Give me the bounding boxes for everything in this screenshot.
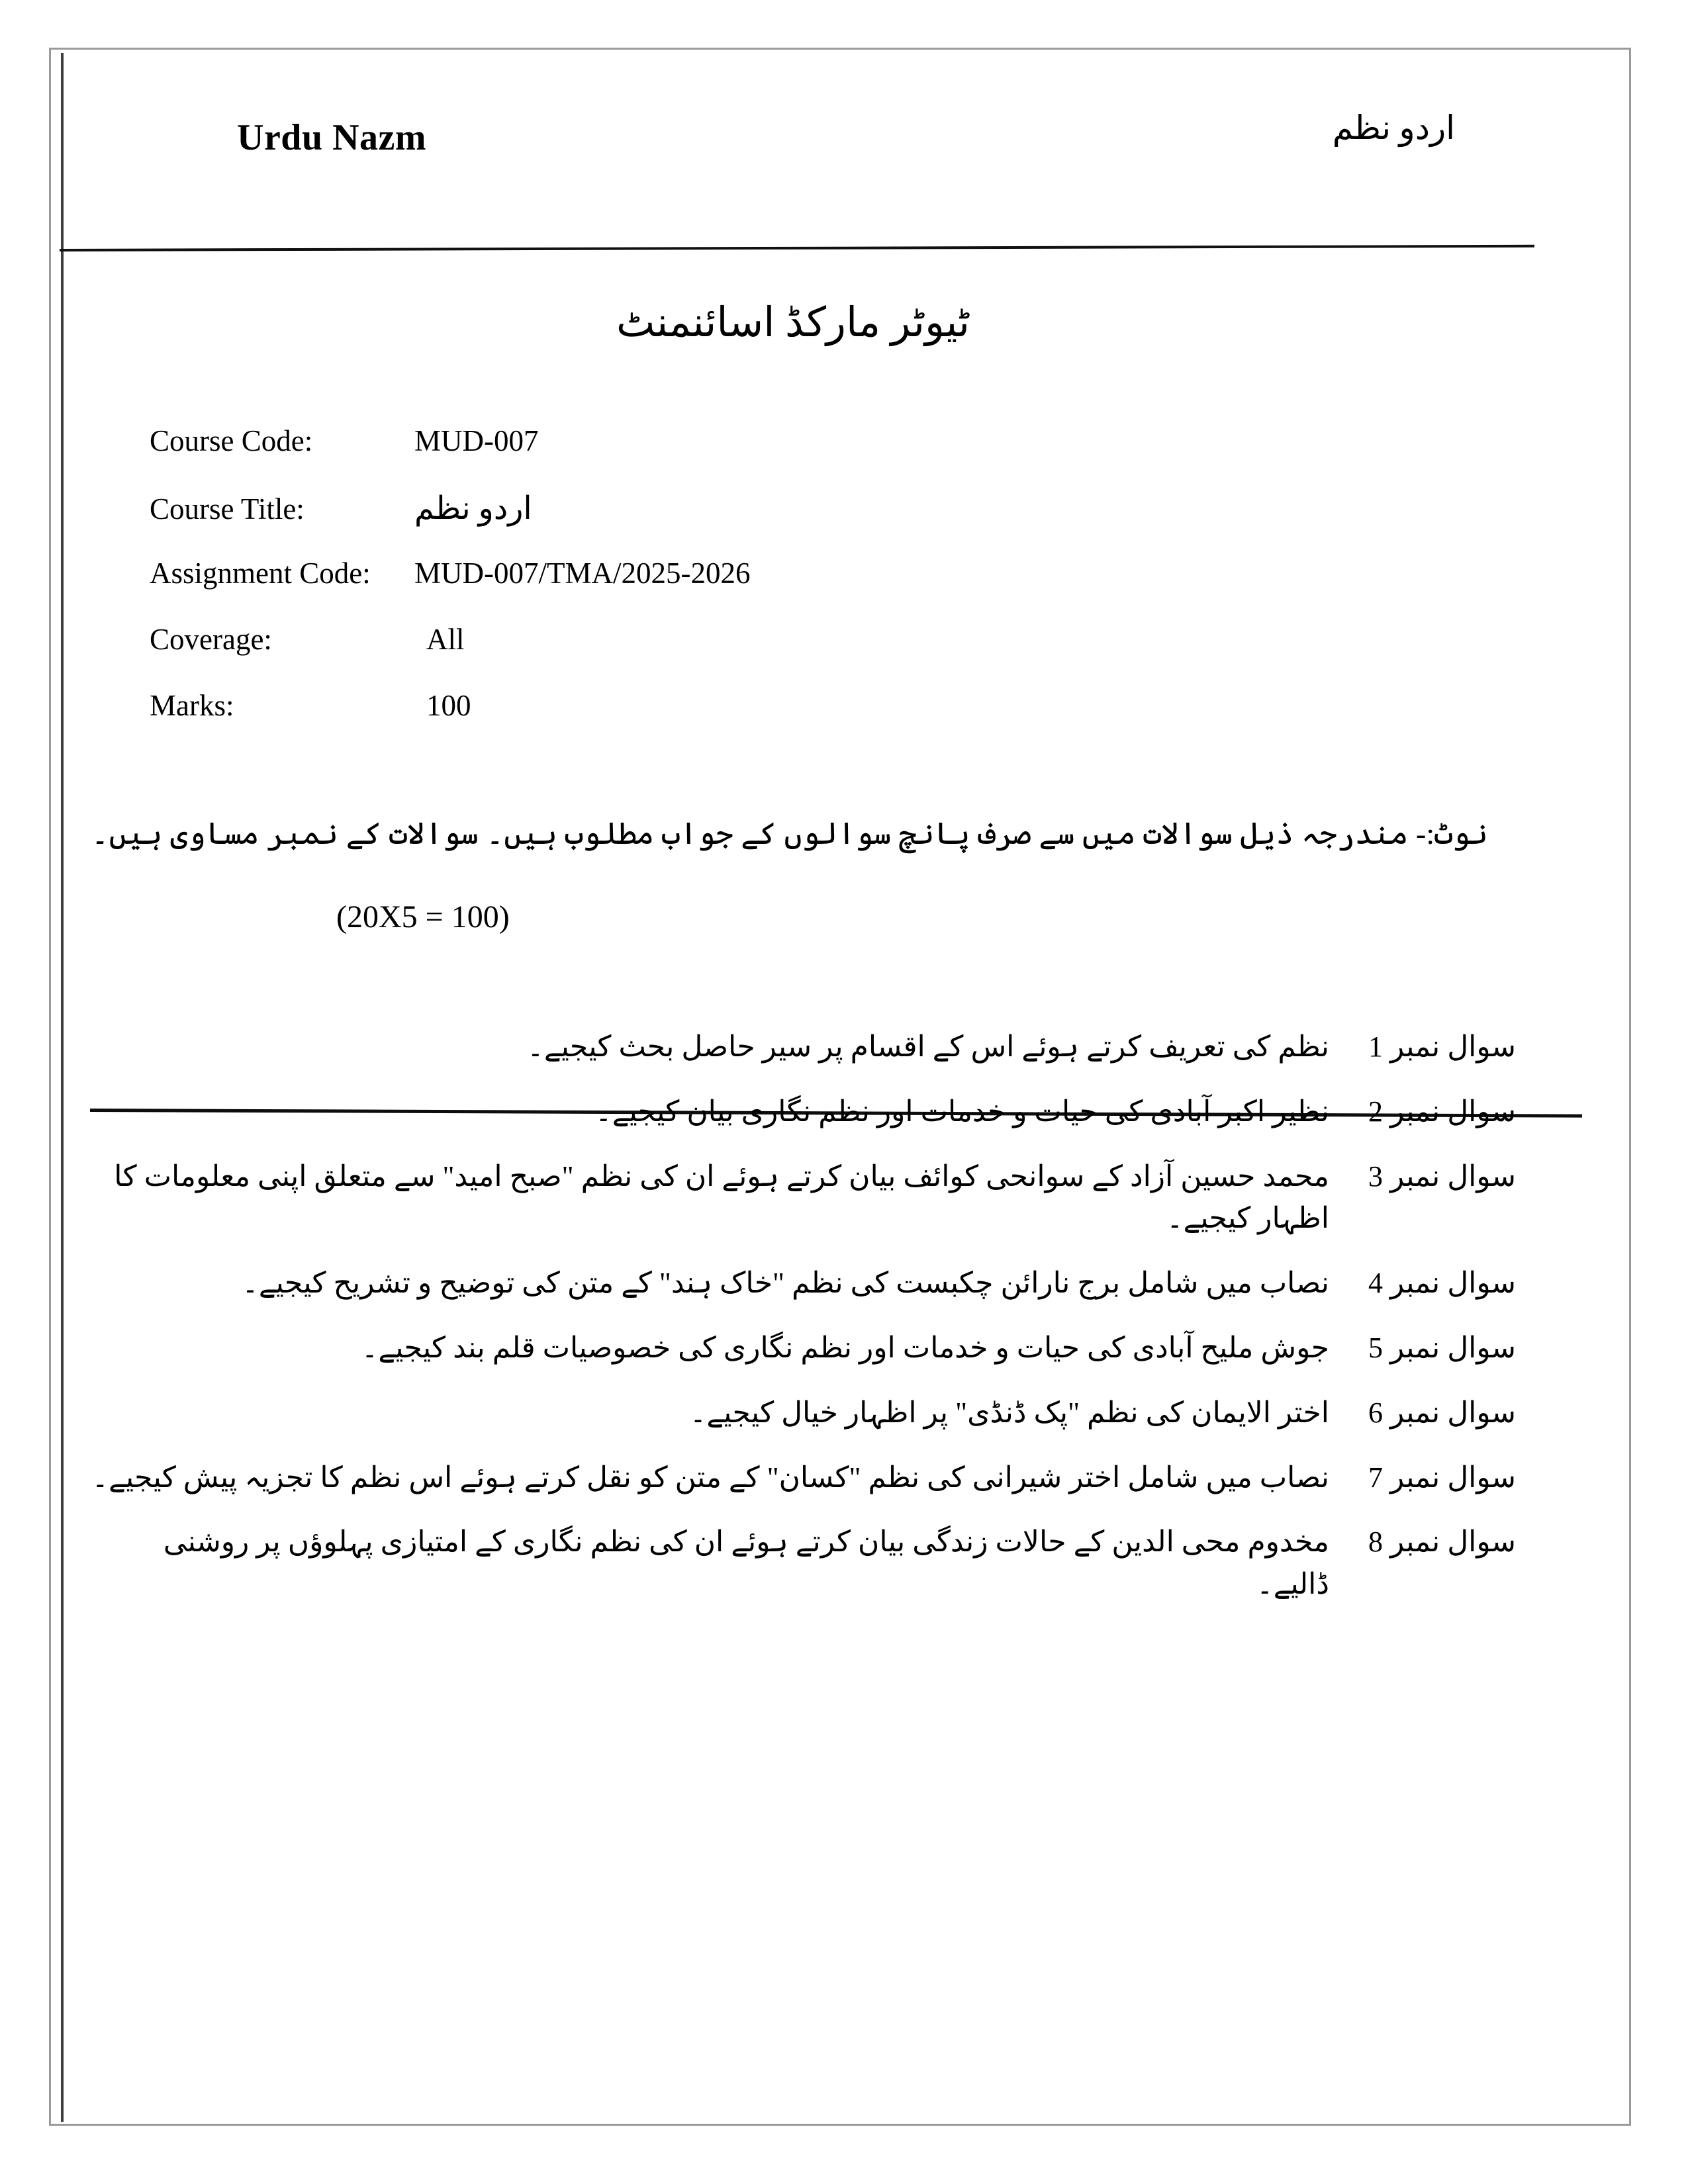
- meta-label-coverage: Coverage:: [150, 623, 272, 656]
- meta-row-marks: [150, 688, 1209, 754]
- document-header: [71, 109, 1548, 199]
- question-text: نصاب میں شامل اختر شیرانی کی نظم "کسان" کے متن کو نقل کرتے ہوئے اس نظم کا تجزیہ پیش کیجیے۔: [91, 1461, 1329, 1494]
- meta-value-assignment-code: MUD-007/TMA/2025-2026: [414, 557, 751, 590]
- question-label: سوال نمبر 4: [1368, 1267, 1516, 1300]
- meta-row-assignment-code: [150, 556, 1209, 622]
- marks-formula: (20X5 = 100): [336, 899, 510, 934]
- question-row: [71, 1156, 1528, 1240]
- question-text: اختر الایمان کی نظم "پک ڈنڈی" پر اظہار خیال کیجیے۔: [689, 1396, 1329, 1429]
- header-title-urdu: اردو نظم: [1332, 109, 1455, 146]
- instructions-note: نوٹ:- مندرجہ ذیل سوالات میں سے صرف پانچ سوالوں کے جواب مطلوب ہیں۔ سوالات کے نمبر مساوی ہیں۔: [91, 817, 1488, 850]
- question-text: نظم کی تعریف کرتے ہوئے اس کے اقسام پر سیر حاصل بحث کیجیے۔: [527, 1030, 1329, 1063]
- question-label: سوال نمبر 8: [1368, 1525, 1516, 1559]
- meta-value-course-code: MUD-007: [414, 424, 539, 457]
- question-label: سوال نمبر 2: [1368, 1095, 1516, 1128]
- meta-row-coverage: [150, 622, 1209, 688]
- question-label: سوال نمبر 3: [1368, 1160, 1516, 1193]
- meta-label-marks: Marks:: [150, 689, 234, 722]
- meta-value-course-title: اردو نظم: [414, 491, 532, 526]
- meta-label-course-title: Course Title:: [150, 492, 305, 525]
- question-text: نظیر اکبر آبادی کی حیات و خدمات اور نظم نگاری بیان کیجیے۔: [594, 1095, 1329, 1128]
- question-row: [71, 1457, 1528, 1499]
- question-row: [71, 1392, 1528, 1434]
- question-row: [71, 1521, 1528, 1606]
- question-row: [71, 1262, 1528, 1304]
- header-title-english: Urdu Nazm: [237, 117, 427, 158]
- question-label: سوال نمبر 1: [1368, 1030, 1516, 1063]
- meta-row-course-title: [150, 490, 1209, 556]
- meta-value-coverage: All: [426, 623, 465, 656]
- question-text: محمد حسین آزاد کے سوانحی کوائف بیان کرتے ہوئے ان کی نظم "صبح امید" سے متعلق اپنی معلومات کا اظہار کیجیے۔: [114, 1160, 1329, 1235]
- meta-value-marks: 100: [426, 689, 471, 722]
- meta-label-course-code: Course Code:: [150, 424, 313, 457]
- document-content: [71, 53, 1614, 2118]
- question-label: سوال نمبر 5: [1368, 1331, 1516, 1364]
- question-row: [71, 1026, 1528, 1068]
- question-text: نصاب میں شامل برج نارائن چکبست کی نظم "خاک ہند" کے متن کی توضیح و تشریح کیجیے۔: [242, 1267, 1329, 1300]
- question-text: مخدوم محی الدین کے حالات زندگی بیان کرتے ہوئے ان کی نظم نگاری کے امتیازی پہلوؤں پر روشنی ڈالیے۔: [163, 1525, 1329, 1601]
- question-row: [71, 1091, 1528, 1133]
- question-label: سوال نمبر 6: [1368, 1396, 1516, 1429]
- question-row: [71, 1327, 1528, 1369]
- course-details-block: [150, 424, 1209, 754]
- question-text: جوش ملیح آبادی کی حیات و خدمات اور نظم نگاری کی خصوصیات قلم بند کیجیے۔: [361, 1331, 1329, 1364]
- question-label: سوال نمبر 7: [1368, 1461, 1516, 1494]
- assignment-title: ٹیوٹر مارکڈ اسائنمنٹ: [616, 300, 970, 345]
- questions-list: [71, 1026, 1528, 1628]
- header-divider-rule: [60, 245, 1534, 251]
- meta-row-course-code: [150, 424, 1209, 490]
- meta-label-assignment-code: Assignment Code:: [150, 557, 371, 590]
